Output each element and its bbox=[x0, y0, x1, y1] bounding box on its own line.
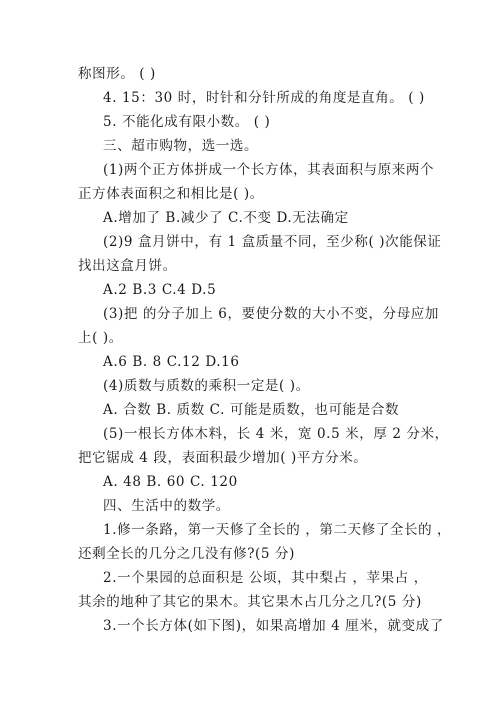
text-line: (4)质数与质数的乘积一定是( )。 bbox=[103, 378, 310, 394]
text-line: 其余的地种了其它的果木。其它果木占几分之几?(5 分) bbox=[78, 594, 422, 610]
text-line: (5)一根长方体木料，长 4 米，宽 0.5 米，厚 2 分米， bbox=[103, 426, 449, 442]
text-line: 正方体表面积之和相比是( )。 bbox=[78, 186, 264, 202]
section-heading: 三、超市购物，选一选。 bbox=[103, 138, 259, 154]
text-line: (2)9 盒月饼中，有 1 盒质量不同，至少称( )次能保证 bbox=[103, 234, 442, 250]
text-line: 4. 15：30 时，时针和分针所成的角度是直角。 ( ) bbox=[103, 90, 425, 106]
text-line: 3.一个长方体(如下图)，如果高增加 4 厘米，就变成了 bbox=[103, 618, 444, 634]
text-line: 1.修一条路，第一天修了全长的 ，第二天修了全长的 ， bbox=[103, 522, 452, 538]
answer-options: A. 48 B. 60 C. 120 bbox=[103, 474, 238, 490]
text-line: 还剩全长的几分之几没有修?(5 分) bbox=[78, 546, 295, 562]
section-heading: 四、生活中的数学。 bbox=[103, 498, 230, 514]
text-line: 5. 不能化成有限小数。 ( ) bbox=[103, 114, 271, 130]
text-line: 上( )。 bbox=[78, 330, 123, 346]
answer-options: A.2 B.3 C.4 D.5 bbox=[103, 282, 217, 298]
answer-options: A.增加了 B.减少了 C.不变 D.无法确定 bbox=[103, 210, 349, 226]
text-line: (3)把 的分子加上 6，要使分数的大小不变，分母应加 bbox=[103, 306, 439, 322]
text-line: (1)两个正方体拼成一个长方体，其表面积与原来两个 bbox=[103, 162, 435, 178]
text-line: 找出这盒月饼。 bbox=[78, 258, 177, 274]
text-line: 把它锯成 4 段，表面积最少增加( )平方分米。 bbox=[78, 450, 368, 466]
answer-options: A. 合数 B. 质数 C. 可能是质数，也可能是合数 bbox=[103, 402, 400, 418]
text-line: 称图形。 ( ) bbox=[78, 66, 156, 82]
text-line: 2.一个果园的总面积是 公顷，其中梨占 ，苹果占 ， bbox=[103, 570, 428, 586]
answer-options: A.6 B. 8 C.12 D.16 bbox=[103, 354, 240, 370]
